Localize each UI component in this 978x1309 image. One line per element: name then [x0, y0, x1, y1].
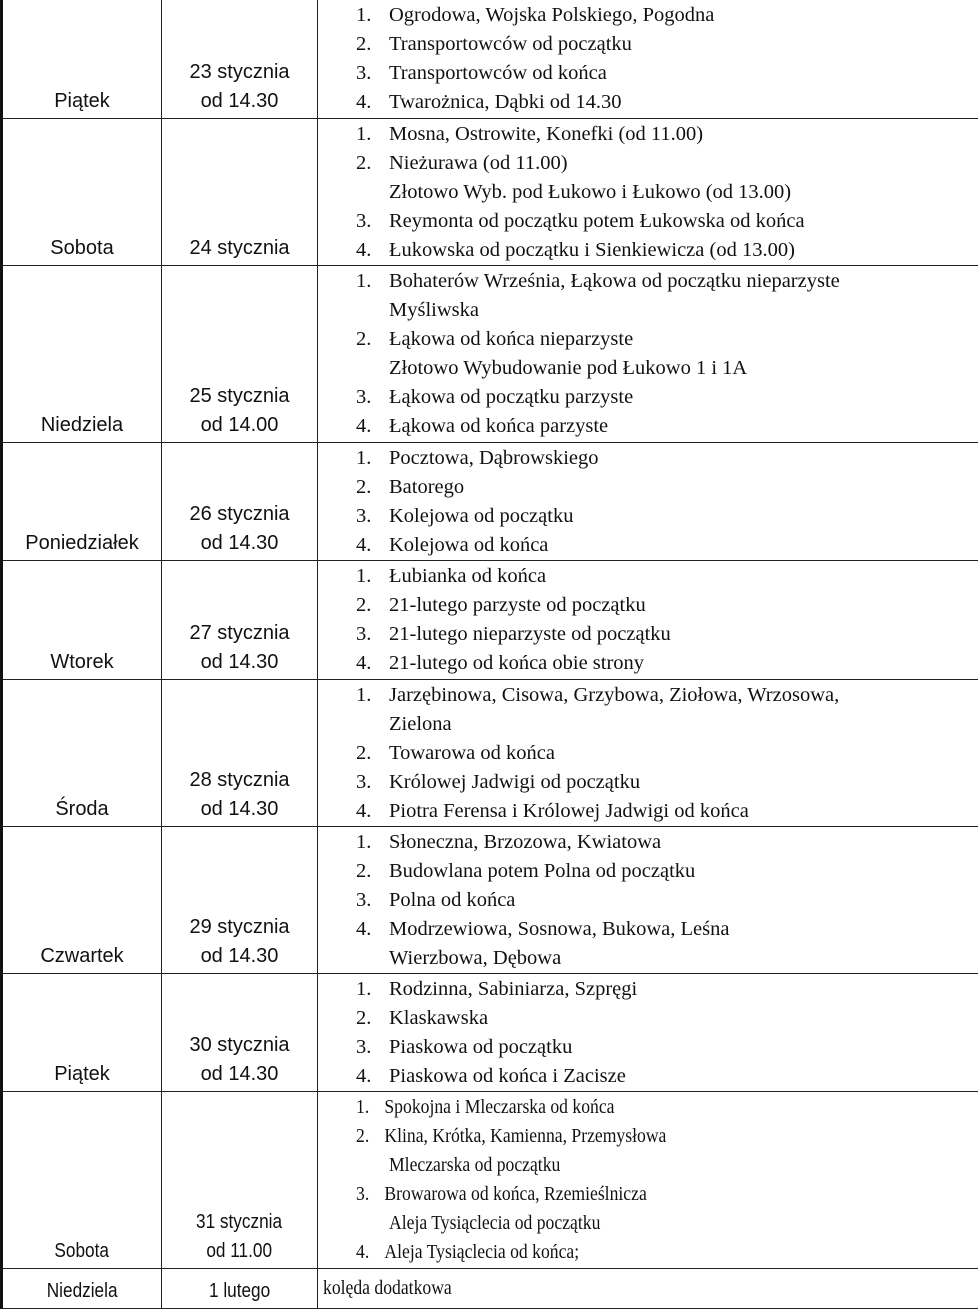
item-number: 4.	[356, 915, 389, 944]
item-continuation: Wierzbowa, Dębowa	[389, 947, 561, 969]
streets-cell	[318, 1091, 978, 1268]
item-text: Piaskowa od końca i Zacisze	[389, 1062, 626, 1091]
date-line: 1 lutego	[209, 1277, 270, 1306]
date-cell	[162, 1091, 318, 1268]
item-text: Mosna, Ostrowite, Konefki (od 11.00)	[389, 120, 703, 149]
list-item	[318, 562, 978, 591]
item-text: Batorego	[389, 473, 464, 502]
date-cell	[162, 265, 318, 442]
list-item	[318, 797, 978, 826]
item-number: 2.	[356, 739, 389, 768]
list-item	[318, 502, 978, 531]
day-cell	[2, 1091, 162, 1268]
item-number: 3.	[356, 1180, 384, 1209]
list-item	[318, 975, 978, 1004]
list-item	[318, 531, 978, 560]
schedule-row	[2, 442, 978, 560]
list-item	[318, 1122, 978, 1151]
streets-cell	[318, 118, 978, 265]
list-item	[318, 1004, 978, 1033]
date-line: od 14.30	[201, 945, 279, 967]
day-cell	[2, 442, 162, 560]
list-item	[318, 768, 978, 797]
date-line: 24 stycznia	[189, 237, 289, 259]
date-cell	[162, 973, 318, 1091]
list-item	[318, 207, 978, 236]
date-cell	[162, 826, 318, 973]
streets-cell	[318, 826, 978, 973]
item-text: Transportowców od początku	[389, 30, 632, 59]
note-text: kolęda dodatkowa	[323, 1274, 452, 1303]
item-text: Kolejowa od początku	[389, 502, 573, 531]
schedule-row	[2, 265, 978, 442]
item-number: 1.	[356, 267, 389, 296]
list-item	[318, 620, 978, 649]
schedule-row	[2, 679, 978, 826]
item-continuation: Złotowo Wybudowanie pod Łukowo 1 i 1A	[389, 357, 747, 379]
list-item	[318, 1093, 978, 1122]
item-text: Aleja Tysiąclecia od końca;	[384, 1238, 579, 1267]
list-item	[318, 828, 978, 857]
streets-cell	[318, 442, 978, 560]
item-text: Modrzewiowa, Sosnowa, Bukowa, Leśna	[389, 915, 729, 944]
item-number: 3.	[356, 207, 389, 236]
day-cell	[2, 973, 162, 1091]
item-text: Łubianka od końca	[389, 562, 546, 591]
item-continuation: Aleja Tysiąclecia od początku	[389, 1209, 600, 1238]
streets-cell	[318, 679, 978, 826]
list-item	[318, 1, 978, 30]
item-text: Kolejowa od końca	[389, 531, 548, 560]
list-item	[318, 1180, 978, 1209]
date-line: od 14.00	[201, 414, 279, 436]
item-number: 2.	[356, 1004, 389, 1033]
item-number: 1.	[356, 828, 389, 857]
item-continuation: Zielona	[389, 713, 452, 735]
streets-cell	[318, 973, 978, 1091]
day-name: Niedziela	[41, 414, 123, 436]
day-cell	[2, 1268, 162, 1308]
list-item	[318, 915, 978, 944]
date-line: 29 stycznia	[189, 916, 289, 938]
item-number: 3.	[356, 59, 389, 88]
list-item	[318, 236, 978, 265]
schedule-row	[2, 1091, 978, 1268]
item-text: Klina, Krótka, Kamienna, Przemysłowa	[384, 1122, 666, 1151]
schedule-row	[2, 826, 978, 973]
date-line: 31 stycznia	[196, 1208, 282, 1237]
schedule-row	[2, 0, 978, 118]
list-item	[318, 120, 978, 149]
day-name: Środa	[55, 798, 108, 820]
item-text: Rodzinna, Sabiniarza, Szpręgi	[389, 975, 637, 1004]
day-name: Piątek	[54, 90, 110, 112]
list-item	[318, 59, 978, 88]
day-cell	[2, 826, 162, 973]
item-number: 4.	[356, 236, 389, 265]
item-number: 1.	[356, 444, 389, 473]
item-text: Królowej Jadwigi od początku	[389, 768, 640, 797]
item-text: Łąkowa od końca parzyste	[389, 412, 608, 441]
date-line: 23 stycznia	[189, 61, 289, 83]
date-cell	[162, 118, 318, 265]
date-line: od 14.30	[201, 90, 279, 112]
item-number: 3.	[356, 1033, 389, 1062]
list-item	[318, 591, 978, 620]
item-text: 21-lutego nieparzyste od początku	[389, 620, 671, 649]
item-number: 3.	[356, 768, 389, 797]
list-item	[318, 267, 978, 296]
item-number: 4.	[356, 1238, 384, 1267]
item-text: Jarzębinowa, Cisowa, Grzybowa, Ziołowa, Wrzosowa,	[389, 681, 839, 710]
schedule-row	[2, 973, 978, 1091]
list-item	[318, 149, 978, 178]
item-text: Łąkowa od końca nieparzyste	[389, 325, 633, 354]
date-cell	[162, 679, 318, 826]
date-line: od 14.30	[201, 532, 279, 554]
item-number: 2.	[356, 325, 389, 354]
item-continuation: Złotowo Wyb. pod Łukowo i Łukowo (od 13.00)	[389, 181, 791, 203]
date-line: 27 stycznia	[189, 622, 289, 644]
streets-cell	[318, 560, 978, 679]
item-number: 1.	[356, 1093, 384, 1122]
list-item	[318, 30, 978, 59]
date-line: od 14.30	[201, 1063, 279, 1085]
item-text: Słoneczna, Brzozowa, Kwiatowa	[389, 828, 661, 857]
schedule-row	[2, 1268, 978, 1308]
item-number: 1.	[356, 681, 389, 710]
item-text: Browarowa od końca, Rzemieślnicza	[384, 1180, 646, 1209]
list-item	[318, 739, 978, 768]
list-item	[318, 1062, 978, 1091]
list-item	[318, 857, 978, 886]
list-item	[318, 88, 978, 117]
list-item	[318, 649, 978, 678]
list-item	[318, 886, 978, 915]
date-line: od 14.30	[201, 798, 279, 820]
item-number: 4.	[356, 412, 389, 441]
list-item	[318, 1033, 978, 1062]
item-text: Twarożnica, Dąbki od 14.30	[389, 88, 622, 117]
item-number: 3.	[356, 620, 389, 649]
item-number: 3.	[356, 886, 389, 915]
item-number: 1.	[356, 120, 389, 149]
item-continuation: Myśliwska	[389, 299, 479, 321]
item-number: 1.	[356, 1, 389, 30]
date-cell	[162, 1268, 318, 1308]
date-line: 26 stycznia	[189, 503, 289, 525]
schedule-row	[2, 118, 978, 265]
date-line: 30 stycznia	[189, 1034, 289, 1056]
list-item	[318, 412, 978, 441]
day-name: Niedziela	[47, 1277, 118, 1306]
list-item	[318, 325, 978, 354]
item-number: 2.	[356, 1122, 384, 1151]
item-text: 21-lutego parzyste od początku	[389, 591, 646, 620]
list-item	[318, 444, 978, 473]
item-number: 2.	[356, 149, 389, 178]
item-number: 4.	[356, 649, 389, 678]
day-name: Sobota	[55, 1237, 110, 1266]
day-name: Czwartek	[40, 945, 123, 967]
list-item	[318, 383, 978, 412]
day-cell	[2, 265, 162, 442]
item-number: 3.	[356, 383, 389, 412]
day-cell	[2, 118, 162, 265]
streets-cell	[318, 265, 978, 442]
day-cell	[2, 0, 162, 118]
day-cell	[2, 560, 162, 679]
day-name: Poniedziałek	[25, 532, 138, 554]
item-number: 2.	[356, 30, 389, 59]
item-number: 4.	[356, 1062, 389, 1091]
day-cell	[2, 679, 162, 826]
item-text: Łukowska od początku i Sienkiewicza (od 13.00)	[389, 236, 795, 265]
item-text: Nieżurawa (od 11.00)	[389, 149, 568, 178]
item-number: 3.	[356, 502, 389, 531]
item-text: Spokojna i Mleczarska od końca	[384, 1093, 614, 1122]
date-line: od 14.30	[201, 651, 279, 673]
item-continuation: Mleczarska od początku	[389, 1151, 560, 1180]
list-item	[318, 473, 978, 502]
item-text: Bohaterów Września, Łąkowa od początku nieparzyste	[389, 267, 840, 296]
item-text: Reymonta od początku potem Łukowska od końca	[389, 207, 805, 236]
day-name: Piątek	[54, 1063, 110, 1085]
day-name: Wtorek	[50, 651, 113, 673]
item-text: Polna od końca	[389, 886, 515, 915]
item-number: 4.	[356, 88, 389, 117]
day-name: Sobota	[50, 237, 113, 259]
item-number: 2.	[356, 473, 389, 502]
date-line: od 11.00	[207, 1237, 273, 1266]
item-text: 21-lutego od końca obie strony	[389, 649, 644, 678]
streets-cell	[318, 0, 978, 118]
item-number: 4.	[356, 797, 389, 826]
item-number: 2.	[356, 591, 389, 620]
list-item	[318, 681, 978, 710]
item-number: 1.	[356, 562, 389, 591]
item-text: Towarowa od końca	[389, 739, 555, 768]
item-text: Klaskawska	[389, 1004, 488, 1033]
item-number: 1.	[356, 975, 389, 1004]
date-cell	[162, 560, 318, 679]
date-cell	[162, 0, 318, 118]
item-text: Pocztowa, Dąbrowskiego	[389, 444, 599, 473]
schedule-row	[2, 560, 978, 679]
item-number: 4.	[356, 531, 389, 560]
item-text: Piotra Ferensa i Królowej Jadwigi od końca	[389, 797, 749, 826]
item-number: 2.	[356, 857, 389, 886]
item-text: Transportowców od końca	[389, 59, 607, 88]
streets-cell	[318, 1268, 978, 1308]
item-text: Łąkowa od początku parzyste	[389, 383, 633, 412]
list-item	[318, 1238, 978, 1267]
item-text: Ogrodowa, Wojska Polskiego, Pogodna	[389, 1, 714, 30]
date-line: 25 stycznia	[189, 385, 289, 407]
item-text: Budowlana potem Polna od początku	[389, 857, 695, 886]
date-cell	[162, 442, 318, 560]
date-line: 28 stycznia	[189, 769, 289, 791]
item-text: Piaskowa od początku	[389, 1033, 572, 1062]
